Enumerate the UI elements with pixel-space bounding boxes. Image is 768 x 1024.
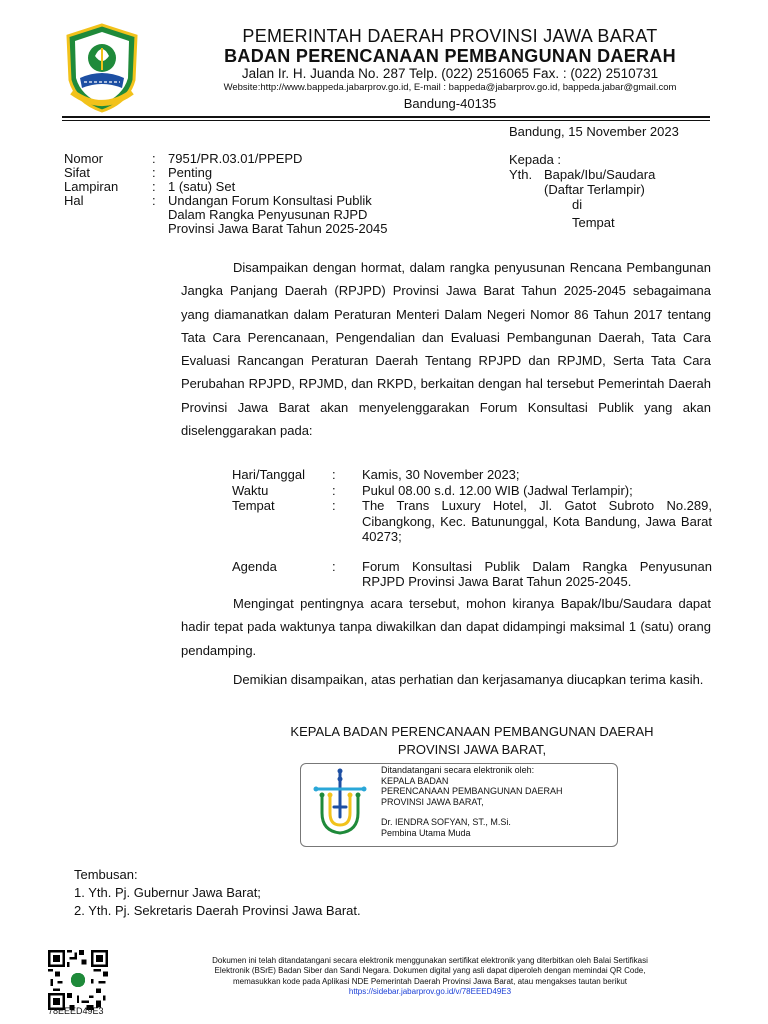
signature-office-line: PERENCANAAN PEMBANGUNAN DAERAH <box>381 786 563 797</box>
detail-label: Tempat <box>232 498 275 513</box>
hal-line: Dalam Rangka Penyusunan RJPD <box>168 207 368 222</box>
letterhead-agency-name: BADAN PERENCANAAN PEMBANGUNAN DAERAH <box>224 46 676 66</box>
detail-colon: : <box>332 467 336 482</box>
detail-row-agenda <box>232 559 712 590</box>
meta-row-nomor <box>64 152 387 166</box>
electronic-signature-text <box>381 765 563 839</box>
meta-colon: : <box>152 193 156 208</box>
signature-title <box>232 723 712 759</box>
detail-colon: : <box>332 558 336 574</box>
meta-value: Penting <box>168 165 213 180</box>
detail-label: Waktu <box>232 482 269 498</box>
recipient-name: Bapak/Ibu/Saudara <box>544 167 656 182</box>
letterhead-website-email: Website:http://www.bappeda.jabarprov.go.id, E-mail : bappeda@jabarprov.go.id, bappeda.jabar@gmail.com <box>223 82 677 93</box>
meta-colon: : <box>152 179 156 194</box>
letterhead-rule-thin <box>62 120 710 121</box>
meta-label: Sifat <box>64 165 91 180</box>
recipient-block <box>509 152 655 230</box>
meta-value <box>168 194 387 236</box>
hal-line: Provinsi Jawa Barat Tahun 2025-2045 <box>168 221 388 236</box>
detail-colon: : <box>332 482 336 498</box>
meta-row-hal <box>64 194 387 236</box>
signature-title-line: KEPALA BADAN PERENCANAAN PEMBANGUNAN DAERAH <box>290 724 654 739</box>
detail-value: Kamis, 30 November 2023; <box>362 467 520 482</box>
detail-value: The Trans Luxury Hotel, Jl. Gatot Subroto No.289, Cibangkong, Kec. Batununggal, Kota Bandung, Jawa Barat 40273; <box>362 498 712 544</box>
paragraph-request: Mengingat pentingnya acara tersebut, mohon kiranya Bapak/Ibu/Saudara dapat hadir tepat pada waktunya tanpa diwakilkan dan dapat didampingi maksimal 1 (satu) orang pendamping. <box>181 596 711 658</box>
signatory-name: Dr. IENDRA SOFYAN, ST., M.Si. <box>381 817 511 828</box>
meta-value: 1 (satu) Set <box>168 179 236 194</box>
meta-label: Nomor <box>64 151 104 166</box>
recipient-line <box>509 167 655 182</box>
meta-value: 7951/PR.03.01/PPEPD <box>168 151 303 166</box>
meta-label: Lampiran <box>64 179 119 194</box>
meta-colon: : <box>152 165 156 180</box>
letterhead-rule-thick <box>62 116 710 118</box>
tembusan-heading: Tembusan: <box>74 867 138 882</box>
detail-value: Pukul 08.00 s.d. 12.00 WIB (Jadwal Terlampir); <box>362 482 633 498</box>
detail-value: Forum Konsultasi Publik Dalam Rangka Penyusunan RPJPD Provinsi Jawa Barat Tahun 2025-2045. <box>362 558 712 589</box>
detail-label: Agenda <box>232 558 277 574</box>
meta-row-lampiran <box>64 180 387 194</box>
signature-office-line: PROVINSI JAWA BARAT, <box>381 796 484 807</box>
meta-colon: : <box>152 151 156 166</box>
signature-note: Ditandatangani secara elektronik oleh: <box>381 765 535 775</box>
signatory-rank: Pembina Utama Muda <box>381 827 471 838</box>
letter-date: Bandung, 15 November 2023 <box>509 124 679 139</box>
paragraph-closing: Demikian disampaikan, atas perhatian dan kerjasamanya diucapkan terima kasih. <box>233 672 704 687</box>
footer-line: memasukkan kode pada Aplikasi NDE Pemerintah Daerah Provinsi Jawa Barat, atau mengakses tautan berikut <box>233 976 627 986</box>
letterhead-government-name: PEMERINTAH DAERAH PROVINSI JAWA BARAT <box>242 26 658 46</box>
letterhead-address: Jalan Ir. H. Juanda No. 287 Telp. (022) 2516065 Fax. : (022) 2510731 <box>241 66 659 81</box>
bsre-signature-logo-icon <box>312 767 368 839</box>
recipient-di: di <box>572 197 583 212</box>
qr-code-icon[interactable] <box>48 950 108 1010</box>
detail-row-date <box>232 467 712 483</box>
recipient-kepada: Kepada : <box>509 152 562 167</box>
tembusan-item: 1. Yth. Pj. Gubernur Jawa Barat; <box>74 885 261 900</box>
tembusan-item: 2. Yth. Pj. Sekretaris Daerah Provinsi Jawa Barat. <box>74 903 361 918</box>
detail-label: Hari/Tanggal <box>232 467 305 482</box>
qr-verification-code: 78EEED49E3 <box>48 1006 104 1016</box>
jawa-barat-coat-of-arms-logo <box>62 22 142 114</box>
paragraph-opening: Disampaikan dengan hormat, dalam rangka penyusunan Rencana Pembangunan Jangka Panjang Daerah (RPJPD) Provinsi Jawa Barat Tahun 2025-2045 sebagaimana yang diamanatkan dalam Peraturan Menteri Dalam Negeri Nomor 86 Tahun 2017 tentang Tata Cara Perencanaan, Pengendalian dan Evaluasi Pembangunan Daerah, Tata Cara Evaluasi Rancangan Peraturan Daerah Tentang RPJPD dan RPJMD, Serta Tata Cara Perubahan RPJPD, RPJMD, dan RKPD, berkaitan dengan hal tersebut Pemerintah Daerah Provinsi Jawa Barat akan menyelenggarakan Forum Konsultasi Publik yang akan diselenggarakan pada: <box>181 260 711 439</box>
meta-row-sifat <box>64 166 387 180</box>
electronic-signature-disclaimer <box>130 956 730 998</box>
signature-office-line: KEPALA BADAN <box>381 775 449 786</box>
tembusan-block <box>74 866 361 920</box>
recipient-yth: Yth. <box>509 167 533 182</box>
letter-meta-table <box>64 152 387 236</box>
footer-line: Elektronik (BSrE) Badan Siber dan Sandi Negara. Dokumen digital yang asli dapat diperoleh dengan memindai QR Code, <box>214 966 646 976</box>
hal-line: Undangan Forum Konsultasi Publik <box>168 193 372 208</box>
detail-row-place <box>232 498 712 559</box>
recipient-tempat: Tempat <box>572 215 615 230</box>
verification-link[interactable]: https://sidebar.jabarprov.go.id/v/78EEED49E3 <box>348 987 512 997</box>
meta-label: Hal <box>64 193 84 208</box>
event-details-table <box>232 467 712 590</box>
detail-row-time <box>232 483 712 499</box>
detail-colon: : <box>332 498 336 513</box>
letterhead-city: Bandung-40135 <box>403 96 497 111</box>
recipient-list-note: (Daftar Terlampir) <box>544 182 645 197</box>
signature-title-line: PROVINSI JAWA BARAT, <box>397 742 547 757</box>
footer-line: Dokumen ini telah ditandatangani secara elektronik menggunakan sertifikat elektronik yang diterbitkan oleh Balai Sertifikasi <box>212 956 648 965</box>
